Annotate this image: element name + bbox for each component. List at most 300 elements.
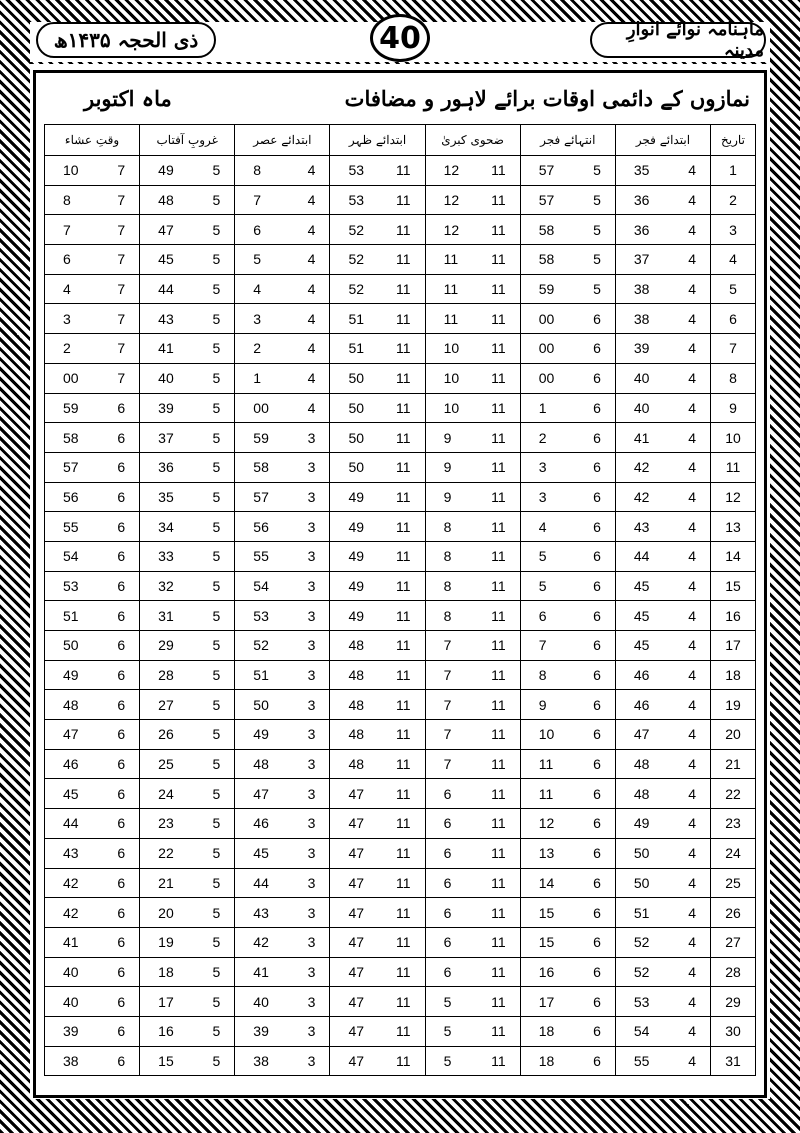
minute-value: 59: [253, 429, 269, 446]
hour-value: 5: [212, 370, 221, 387]
fajr-end-cell: [520, 393, 615, 423]
minute-value: 12: [443, 192, 460, 209]
minute-value: 42: [63, 904, 79, 921]
zahwa-kubra-cell: [425, 749, 520, 779]
minute-value: 6: [443, 874, 452, 891]
isha-cell: [45, 690, 140, 720]
hour-value: 5: [212, 993, 221, 1010]
hour-value: 3: [307, 785, 316, 802]
minute-value: 6: [538, 607, 547, 624]
hour-value: 4: [688, 399, 696, 416]
minute-value: 19: [158, 934, 174, 951]
hour-value: 11: [396, 934, 411, 951]
asr-start-cell: [235, 927, 330, 957]
minute-value: 18: [538, 1023, 555, 1040]
zuhr-start-cell: [330, 512, 425, 542]
minute-value: 49: [348, 488, 365, 505]
hour-value: 3: [307, 696, 316, 713]
minute-value: 20: [158, 904, 174, 921]
fajr-start-cell: [615, 838, 710, 868]
hour-value: 3: [307, 607, 316, 624]
minute-value: 17: [158, 993, 174, 1010]
hour-value: 11: [491, 607, 506, 624]
hour-value: 6: [117, 993, 126, 1010]
hour-value: 11: [491, 399, 506, 416]
hour-value: 5: [212, 281, 221, 298]
hour-value: 6: [593, 548, 601, 565]
hour-value: 5: [212, 874, 221, 891]
minute-value: 49: [348, 577, 365, 594]
date-cell: 20: [711, 720, 756, 750]
hour-value: 5: [212, 845, 221, 862]
hour-value: 6: [593, 370, 601, 387]
zuhr-start-cell: [330, 363, 425, 393]
asr-start-cell: [235, 363, 330, 393]
minute-value: 45: [633, 607, 650, 624]
table-row: [45, 660, 756, 690]
minute-value: 38: [253, 1052, 269, 1069]
hour-value: 6: [117, 756, 126, 773]
hour-value: 6: [117, 785, 126, 802]
table-row: [45, 334, 756, 364]
fajr-start-cell: [615, 660, 710, 690]
minute-value: 40: [633, 370, 650, 387]
zuhr-start-cell: [330, 185, 425, 215]
minute-value: 5: [538, 548, 547, 565]
hour-value: 4: [688, 815, 696, 832]
sunset-cell: [140, 156, 235, 186]
hour-value: 7: [117, 310, 126, 327]
hour-value: 11: [491, 874, 506, 891]
zuhr-start-cell: [330, 720, 425, 750]
sunset-cell: [140, 423, 235, 453]
hour-value: 3: [307, 934, 316, 951]
hour-value: 4: [688, 963, 696, 980]
fajr-end-cell: [520, 512, 615, 542]
hour-value: 11: [396, 370, 411, 387]
minute-value: 46: [253, 815, 269, 832]
fajr-end-cell: [520, 363, 615, 393]
minute-value: 1: [538, 399, 547, 416]
fajr-start-cell: [615, 334, 710, 364]
isha-cell: [45, 1046, 140, 1076]
minute-value: 41: [253, 963, 269, 980]
table-row: [45, 749, 756, 779]
hour-value: 6: [593, 399, 601, 416]
hour-value: 4: [688, 934, 696, 951]
hour-value: 11: [396, 577, 411, 594]
hour-value: 5: [212, 518, 221, 535]
hour-value: 6: [117, 696, 126, 713]
date-cell: 7: [711, 334, 756, 364]
hour-value: 7: [117, 251, 126, 268]
fajr-start-cell: [615, 987, 710, 1017]
minute-value: 55: [633, 1052, 650, 1069]
hour-value: 11: [491, 637, 506, 654]
hour-value: 11: [396, 221, 411, 238]
fajr-start-cell: [615, 927, 710, 957]
hour-value: 11: [396, 251, 411, 268]
isha-cell: [45, 779, 140, 809]
asr-start-cell: [235, 601, 330, 631]
table-title-row: [44, 80, 756, 122]
hour-value: 11: [491, 667, 506, 684]
hour-value: 4: [688, 162, 696, 179]
zuhr-start-cell: [330, 898, 425, 928]
hour-value: 5: [593, 281, 601, 298]
date-cell: 9: [711, 393, 756, 423]
sunset-cell: [140, 274, 235, 304]
minute-value: 12: [443, 221, 460, 238]
hour-value: 5: [212, 726, 221, 743]
hour-value: 4: [688, 281, 696, 298]
hour-value: 4: [688, 1023, 696, 1040]
fajr-start-cell: [615, 898, 710, 928]
hour-value: 11: [396, 815, 411, 832]
hour-value: 11: [396, 1023, 411, 1040]
minute-value: 11: [538, 785, 554, 802]
zahwa-kubra-cell: [425, 423, 520, 453]
hour-value: 6: [593, 696, 601, 713]
fajr-end-cell: [520, 838, 615, 868]
minute-value: 42: [633, 488, 650, 505]
minute-value: 39: [633, 340, 650, 357]
zahwa-kubra-cell: [425, 809, 520, 839]
minute-value: 53: [633, 993, 650, 1010]
minute-value: 37: [158, 429, 174, 446]
minute-value: 43: [253, 904, 269, 921]
minute-value: 11: [443, 310, 459, 327]
hour-value: 5: [212, 399, 221, 416]
hour-value: 7: [117, 340, 126, 357]
hour-value: 6: [117, 963, 126, 980]
hour-value: 4: [688, 845, 696, 862]
minute-value: 57: [538, 162, 555, 179]
hour-value: 3: [307, 548, 316, 565]
zuhr-start-cell: [330, 987, 425, 1017]
minute-value: 52: [348, 281, 365, 298]
minute-value: 45: [63, 785, 79, 802]
hour-value: 11: [396, 993, 411, 1010]
fajr-end-cell: [520, 601, 615, 631]
hour-value: 5: [212, 934, 221, 951]
hour-value: 4: [688, 577, 696, 594]
fajr-end-cell: [520, 185, 615, 215]
zahwa-kubra-cell: [425, 393, 520, 423]
hour-value: 6: [593, 785, 601, 802]
minute-value: 39: [253, 1023, 269, 1040]
minute-value: 12: [443, 162, 460, 179]
fajr-start-cell: [615, 1046, 710, 1076]
fajr-start-cell: [615, 363, 710, 393]
hour-value: 4: [688, 459, 696, 476]
minute-value: 00: [538, 340, 555, 357]
hour-value: 5: [212, 429, 221, 446]
hour-value: 4: [688, 488, 696, 505]
hour-value: 11: [396, 548, 411, 565]
minute-value: 14: [538, 874, 555, 891]
hour-value: 6: [593, 340, 601, 357]
sunset-cell: [140, 1016, 235, 1046]
zahwa-kubra-cell: [425, 660, 520, 690]
table-row: [45, 898, 756, 928]
minute-value: 47: [253, 785, 269, 802]
minute-value: 8: [443, 548, 452, 565]
magazine-title: ماہنامہ نوائے انوارِ مدینہ: [590, 22, 766, 58]
fajr-end-cell: [520, 720, 615, 750]
hour-value: 11: [491, 845, 506, 862]
fajr-end-cell: [520, 1016, 615, 1046]
minute-value: 2: [538, 429, 547, 446]
hour-value: 11: [491, 340, 506, 357]
table-header-row: [45, 125, 756, 156]
hour-value: 7: [117, 281, 126, 298]
sunset-cell: [140, 987, 235, 1017]
fajr-end-cell: [520, 423, 615, 453]
hour-value: 4: [307, 310, 316, 327]
zuhr-start-cell: [330, 809, 425, 839]
hour-value: 11: [491, 221, 506, 238]
zuhr-start-cell: [330, 541, 425, 571]
zuhr-start-cell: [330, 868, 425, 898]
table-row: [45, 720, 756, 750]
minute-value: 49: [633, 815, 650, 832]
minute-value: 43: [63, 845, 79, 862]
hour-value: 11: [491, 310, 506, 327]
isha-cell: [45, 541, 140, 571]
table-row: [45, 423, 756, 453]
hour-value: 4: [688, 637, 696, 654]
table-row: [45, 304, 756, 334]
date-cell: 23: [711, 809, 756, 839]
table-row: [45, 690, 756, 720]
hour-value: 6: [117, 1052, 126, 1069]
date-cell: 29: [711, 987, 756, 1017]
zuhr-start-cell: [330, 393, 425, 423]
hour-value: 4: [688, 310, 696, 327]
zahwa-kubra-cell: [425, 215, 520, 245]
asr-start-cell: [235, 393, 330, 423]
hour-value: 6: [593, 459, 601, 476]
hour-value: 5: [593, 221, 601, 238]
minute-value: 35: [633, 162, 650, 179]
isha-cell: [45, 482, 140, 512]
sunset-cell: [140, 393, 235, 423]
hour-value: 11: [491, 488, 506, 505]
minute-value: 45: [253, 845, 269, 862]
hour-value: 4: [688, 874, 696, 891]
minute-value: 38: [63, 1052, 79, 1069]
hour-value: 5: [212, 1023, 221, 1040]
date-cell: 27: [711, 927, 756, 957]
isha-cell: [45, 363, 140, 393]
hour-value: 3: [307, 518, 316, 535]
table-row: [45, 927, 756, 957]
hour-value: 4: [307, 162, 316, 179]
fajr-start-cell: [615, 720, 710, 750]
isha-cell: [45, 571, 140, 601]
minute-value: 50: [63, 637, 79, 654]
minute-value: 5: [253, 251, 262, 268]
zahwa-kubra-cell: [425, 541, 520, 571]
minute-value: 47: [348, 874, 365, 891]
hour-value: 4: [688, 785, 696, 802]
zuhr-start-cell: [330, 304, 425, 334]
hour-value: 6: [117, 904, 126, 921]
minute-value: 38: [633, 310, 650, 327]
isha-cell: [45, 987, 140, 1017]
minute-value: 35: [158, 488, 174, 505]
minute-value: 48: [348, 637, 365, 654]
hour-value: 11: [396, 963, 411, 980]
hour-value: 11: [396, 785, 411, 802]
isha-cell: [45, 423, 140, 453]
minute-value: 7: [253, 192, 262, 209]
minute-value: 51: [63, 607, 79, 624]
hour-value: 11: [396, 874, 411, 891]
zahwa-kubra-cell: [425, 334, 520, 364]
zahwa-kubra-cell: [425, 304, 520, 334]
isha-cell: [45, 838, 140, 868]
fajr-start-cell: [615, 749, 710, 779]
sunset-cell: [140, 868, 235, 898]
date-cell: 25: [711, 868, 756, 898]
hour-value: 3: [307, 488, 316, 505]
zahwa-kubra-cell: [425, 957, 520, 987]
hour-value: 6: [117, 577, 126, 594]
asr-start-cell: [235, 779, 330, 809]
hour-value: 6: [117, 637, 126, 654]
table-row: [45, 809, 756, 839]
fajr-start-cell: [615, 452, 710, 482]
minute-value: 44: [158, 281, 174, 298]
date-cell: 6: [711, 304, 756, 334]
isha-cell: [45, 601, 140, 631]
minute-value: 4: [63, 281, 71, 298]
minute-value: 27: [158, 696, 174, 713]
sunset-cell: [140, 690, 235, 720]
minute-value: 6: [443, 845, 452, 862]
hour-value: 6: [593, 904, 601, 921]
minute-value: 42: [63, 874, 79, 891]
hour-value: 11: [491, 993, 506, 1010]
date-cell: 1: [711, 156, 756, 186]
minute-value: 51: [253, 667, 269, 684]
isha-cell: [45, 393, 140, 423]
minute-value: 15: [158, 1052, 174, 1069]
minute-value: 58: [63, 429, 79, 446]
hour-value: 3: [307, 993, 316, 1010]
minute-value: 6: [443, 785, 452, 802]
hour-value: 4: [688, 1052, 696, 1069]
minute-value: 16: [538, 963, 555, 980]
hour-value: 11: [491, 370, 506, 387]
zahwa-kubra-cell: [425, 156, 520, 186]
hour-value: 6: [117, 815, 126, 832]
zahwa-kubra-cell: [425, 631, 520, 661]
date-cell: 17: [711, 631, 756, 661]
page-number: 40: [370, 14, 430, 62]
minute-value: 15: [538, 934, 555, 951]
hour-value: 5: [212, 310, 221, 327]
hour-value: 6: [593, 577, 601, 594]
hour-value: 4: [307, 370, 316, 387]
table-row: [45, 215, 756, 245]
minute-value: 10: [443, 399, 460, 416]
sunset-cell: [140, 541, 235, 571]
zuhr-start-cell: [330, 482, 425, 512]
zuhr-start-cell: [330, 1016, 425, 1046]
hour-value: 4: [688, 726, 696, 743]
fajr-end-cell: [520, 571, 615, 601]
minute-value: 54: [63, 548, 79, 565]
hour-value: 11: [396, 281, 411, 298]
fajr-end-cell: [520, 987, 615, 1017]
asr-start-cell: [235, 1016, 330, 1046]
date-cell: 31: [711, 1046, 756, 1076]
isha-cell: [45, 957, 140, 987]
minute-value: 00: [63, 370, 79, 387]
minute-value: 39: [63, 1023, 79, 1040]
sunset-cell: [140, 660, 235, 690]
hour-value: 5: [212, 785, 221, 802]
hour-value: 4: [307, 281, 316, 298]
hour-value: 4: [307, 192, 316, 209]
table-row: [45, 393, 756, 423]
hour-value: 11: [396, 726, 411, 743]
hour-value: 5: [212, 577, 221, 594]
zahwa-kubra-cell: [425, 690, 520, 720]
minute-value: 44: [63, 815, 79, 832]
asr-start-cell: [235, 541, 330, 571]
table-row: [45, 274, 756, 304]
fajr-start-cell: [615, 957, 710, 987]
minute-value: 8: [538, 667, 547, 684]
hour-value: 5: [212, 221, 221, 238]
date-cell: 30: [711, 1016, 756, 1046]
minute-value: 00: [538, 310, 555, 327]
hour-value: 11: [491, 429, 506, 446]
fajr-start-cell: [615, 245, 710, 275]
hour-value: 11: [491, 963, 506, 980]
zuhr-start-cell: [330, 660, 425, 690]
minute-value: 50: [633, 845, 650, 862]
minute-value: 45: [158, 251, 174, 268]
fajr-end-cell: [520, 156, 615, 186]
minute-value: 8: [443, 577, 452, 594]
asr-start-cell: [235, 660, 330, 690]
asr-start-cell: [235, 1046, 330, 1076]
minute-value: 41: [63, 934, 79, 951]
minute-value: 52: [348, 221, 365, 238]
minute-value: 59: [63, 399, 79, 416]
sunset-cell: [140, 898, 235, 928]
fajr-start-cell: [615, 156, 710, 186]
hour-value: 6: [117, 607, 126, 624]
hour-value: 5: [212, 459, 221, 476]
fajr-end-cell: [520, 927, 615, 957]
table-row: [45, 631, 756, 661]
minute-value: 44: [253, 874, 269, 891]
asr-start-cell: [235, 215, 330, 245]
zahwa-kubra-cell: [425, 1046, 520, 1076]
fajr-end-cell: [520, 957, 615, 987]
minute-value: 34: [158, 518, 174, 535]
hour-value: 6: [593, 1023, 601, 1040]
minute-value: 57: [538, 192, 555, 209]
minute-value: 53: [348, 162, 365, 179]
hour-value: 3: [307, 726, 316, 743]
